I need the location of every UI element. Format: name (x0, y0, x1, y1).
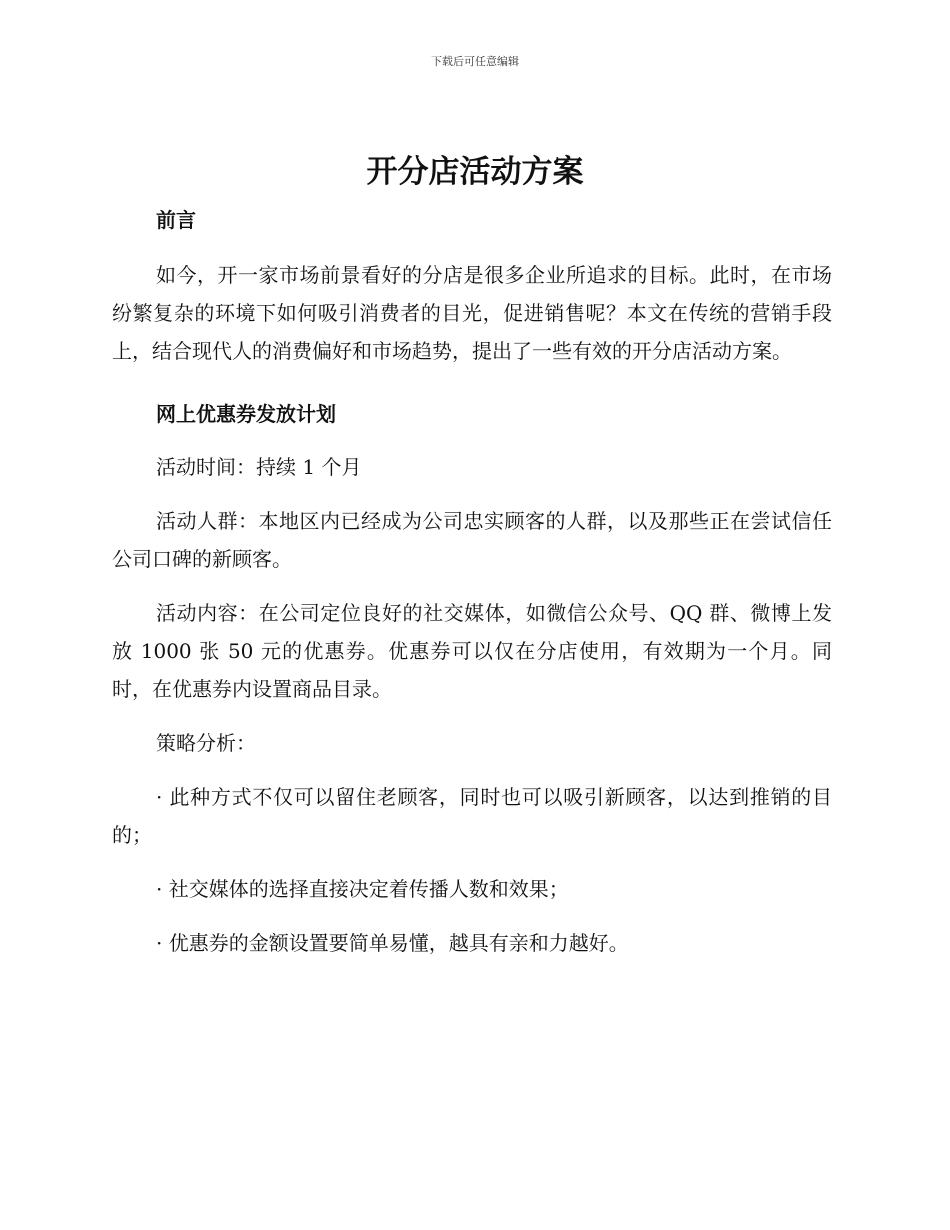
document-title: 开分店活动方案 (366, 154, 584, 190)
activity-audience-paragraph: 活动人群：本地区内已经成为公司忠实顾客的人群，以及那些正在尝试信任公司口碑的新顾客。 (112, 509, 832, 571)
strategy-point-2: · 社交媒体的选择直接决定着传播人数和效果； (156, 877, 569, 901)
activity-time-paragraph: 活动时间：持续 1 个月 (156, 455, 362, 479)
header-note: 下载后可任意编辑 (431, 55, 519, 68)
coupon-plan-heading: 网上优惠券发放计划 (156, 402, 336, 426)
document-body (112, 202, 832, 962)
preface-paragraph: 如今，开一家市场前景看好的分店是很多企业所追求的目标。此时，在市场纷繁复杂的环境下如何吸引消费者的目光，促进销售呢？本文在传统的营销手段上，结合现代人的消费偏好和市场趋势，提出了一些有效的开分店活动方案。 (112, 263, 832, 363)
strategy-heading: 策略分析： (156, 731, 256, 755)
preface-heading: 前言 (156, 208, 196, 232)
activity-content-paragraph: 活动内容：在公司定位良好的社交媒体，如微信公众号、QQ 群、微博上发放 1000 张 50 元的优惠券。优惠券可以仅在分店使用，有效期为一个月。同时，在优惠券内设置商品目录。 (112, 601, 832, 701)
strategy-point-3: · 优惠券的金额设置要简单易懂，越具有亲和力越好。 (156, 931, 629, 955)
strategy-point-1: · 此种方式不仅可以留住老顾客，同时也可以吸引新顾客，以达到推销的目的； (112, 785, 832, 847)
